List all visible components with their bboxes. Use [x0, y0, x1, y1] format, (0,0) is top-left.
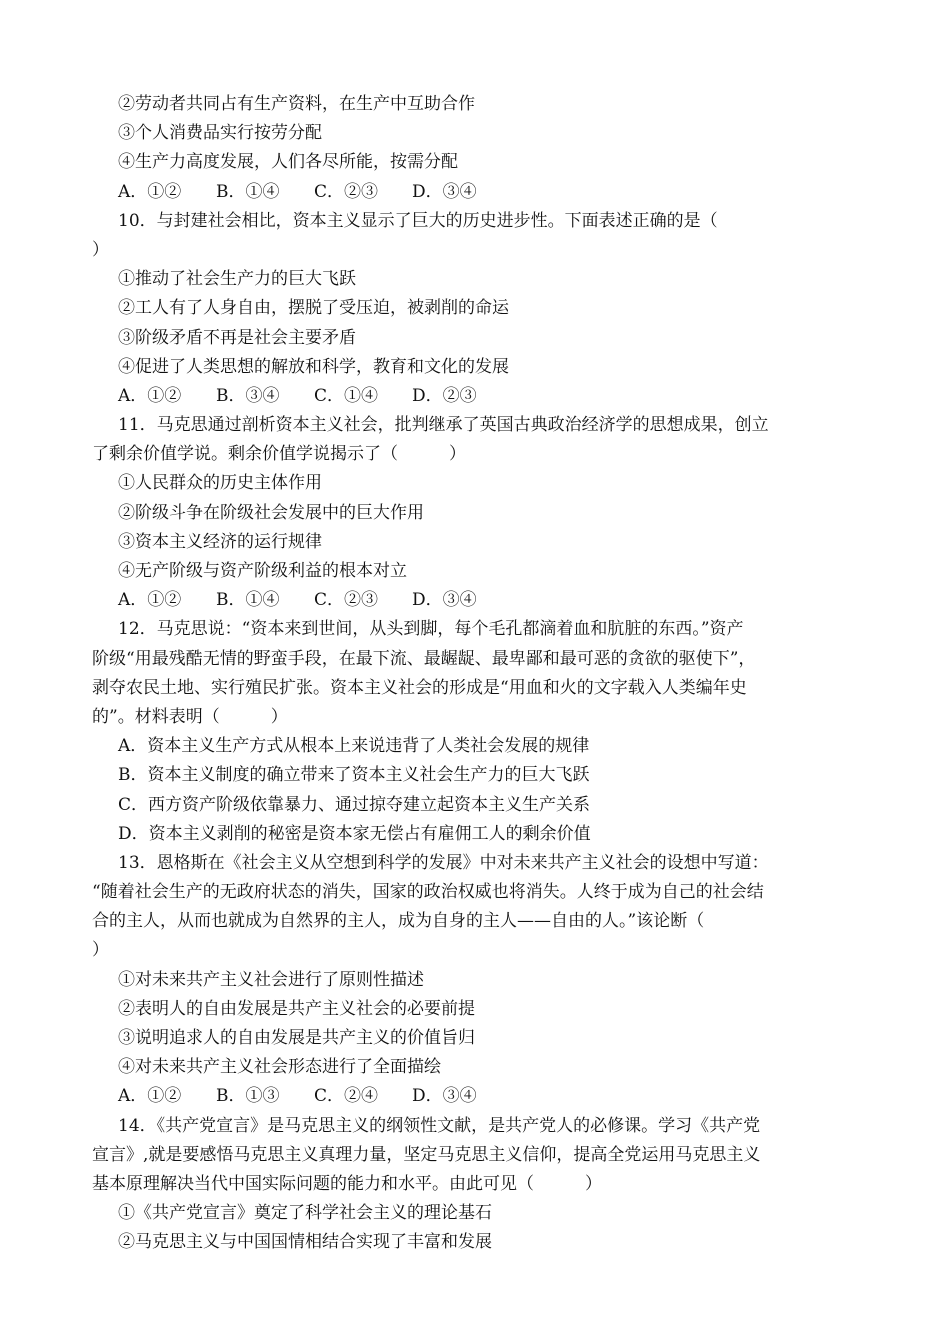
q9-item-3: ③个人消费品实行按劳分配: [118, 123, 322, 144]
q9-option-d: D．③④: [412, 181, 477, 202]
q10-option-c: C．①④: [314, 385, 379, 406]
q11-option-a: A．①②: [118, 590, 182, 611]
q13-stem-line-2: “随着社会生产的无政府状态的消失，国家的政治权威也将消失。人终于成为自己的社会结: [92, 882, 764, 903]
q10-item-1: ①推动了社会生产力的巨大飞跃: [118, 269, 356, 290]
q11-options: [92, 586, 862, 615]
q10-stem-line-2: ）: [92, 239, 109, 260]
q12-choice-d: D．资本主义剥削的秘密是资本家无偿占有雇佣工人的剩余价值: [118, 823, 591, 844]
q10-item-3: ③阶级矛盾不再是社会主要矛盾: [118, 327, 356, 348]
q11-option-d: D．③④: [412, 590, 477, 611]
exam-page: [92, 90, 862, 1258]
q12-choice-a: A．资本主义生产方式从根本上来说违背了人类社会发展的规律: [118, 736, 590, 757]
q13-options: [92, 1082, 862, 1111]
q13-option-d: D．③④: [412, 1086, 477, 1107]
q13-stem-line-1: 13．恩格斯在《社会主义从空想到科学的发展》中对未来共产主义社会的设想中写道：: [118, 852, 769, 873]
q11-item-3: ③资本主义经济的运行规律: [118, 531, 322, 552]
q11-item-4: ④无产阶级与资产阶级利益的根本对立: [118, 561, 407, 581]
q11-stem-line-2: 了剩余价值学说。剩余价值学说揭示了（ ）: [92, 444, 466, 465]
q11-item-2: ②阶级斗争在阶级社会发展中的巨大作用: [118, 502, 424, 523]
q9-item-2: ②劳动者共同占有生产资料，在生产中互助合作: [118, 94, 475, 114]
q9-option-c: C．②③: [314, 181, 379, 202]
q14-stem-line-2: 宣言》,就是要感悟马克思主义真理力量，坚定马克思主义信仰，提高全党运用马克思主义: [92, 1144, 761, 1165]
q12-choice-c: C．西方资产阶级依靠暴力、通过掠夺建立起资本主义生产关系: [118, 794, 591, 815]
q10-item-4: ④促进了人类思想的解放和科学，教育和文化的发展: [118, 356, 509, 377]
q12-stem-line-2: 阶级“用最残酷无情的野蛮手段，在最下流、最龌龊、最卑鄙和最可恶的贪欲的驱使下”，: [92, 648, 756, 669]
q9-options: [92, 178, 862, 207]
q10-options: [92, 382, 862, 411]
q14-item-2: ②马克思主义与中国国情相结合实现了丰富和发展: [118, 1232, 492, 1253]
q11-item-1: ①人民群众的历史主体作用: [118, 473, 322, 494]
q13-item-4: ④对未来共产主义社会形态进行了全面描绘: [118, 1057, 441, 1078]
q9-option-b: B．①④: [216, 181, 280, 202]
q10-option-b: B．③④: [216, 385, 280, 406]
q12-choice-b: B．资本主义制度的确立带来了资本主义社会生产力的巨大飞跃: [118, 765, 590, 786]
q13-item-3: ③说明追求人的自由发展是共产主义的价值旨归: [118, 1028, 475, 1048]
q14-stem-line-1: 14．《共产党宣言》是马克思主义的纲领性文献，是共产党人的必修课。学习《共产党: [118, 1115, 761, 1136]
q9-item-4: ④生产力高度发展，人们各尽所能，按需分配: [118, 152, 458, 173]
q13-option-a: A．①②: [118, 1086, 182, 1107]
q13-stem-line-3: 合的主人，从而也就成为自然界的主人，成为自身的主人——自由的人。”该论断（: [92, 911, 705, 932]
q10-option-d: D．②③: [412, 385, 477, 406]
q13-option-c: C．②④: [314, 1086, 379, 1107]
q12-stem-line-3: 剥夺农民土地、实行殖民扩张。资本主义社会的形成是“用血和火的文字载入人类编年史: [92, 677, 747, 698]
q11-option-b: B．①④: [216, 590, 280, 611]
q13-stem-line-4: ）: [92, 940, 109, 961]
q12-stem-line-1: 12．马克思说：“资本来到世间，从头到脚，每个毛孔都滴着血和肮脏的东西。”资产: [118, 619, 744, 640]
q13-option-b: B．①③: [216, 1086, 280, 1107]
q10-option-a: A．①②: [118, 385, 182, 406]
q13-item-1: ①对未来共产主义社会进行了原则性描述: [118, 969, 424, 990]
q9-option-a: A．①②: [118, 181, 182, 202]
q11-stem-line-1: 11．马克思通过剖析资本主义社会，批判继承了英国古典政治经济学的思想成果，创立: [118, 415, 769, 436]
q10-item-2: ②工人有了人身自由，摆脱了受压迫，被剥削的命运: [118, 298, 509, 319]
q12-stem-line-4: 的”。材料表明（ ）: [92, 706, 288, 727]
q13-item-2: ②表明人的自由发展是共产主义社会的必要前提: [118, 998, 475, 1019]
q14-stem-line-3: 基本原理解决当代中国实际问题的能力和水平。由此可见（ ）: [92, 1173, 602, 1194]
q11-option-c: C．②③: [314, 590, 379, 611]
q10-stem-line-1: 10．与封建社会相比，资本主义显示了巨大的历史进步性。下面表述正确的是（: [118, 210, 718, 231]
q14-item-1: ①《共产党宣言》奠定了科学社会主义的理论基石: [118, 1203, 492, 1224]
